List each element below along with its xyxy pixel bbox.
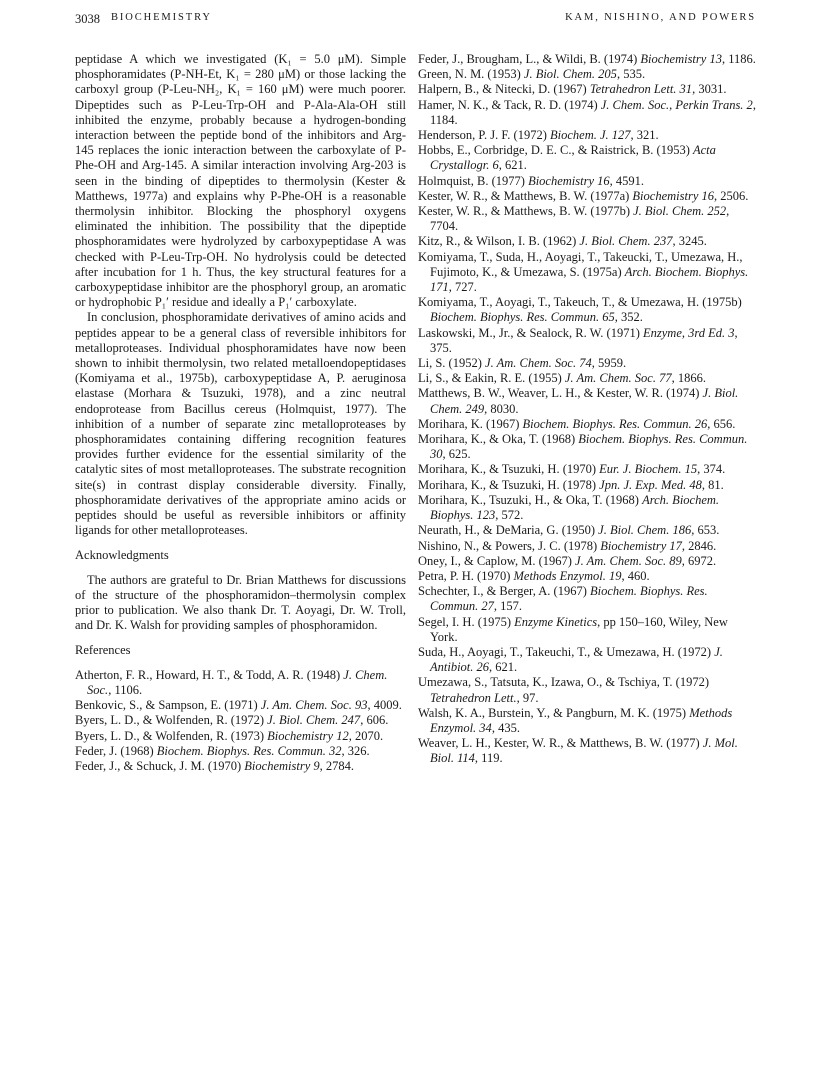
reference-entry xyxy=(418,432,756,462)
reference-volume-pages: , 4009. xyxy=(367,698,402,713)
reference-journal: J. Chem. Soc. xyxy=(87,667,388,697)
reference-entry xyxy=(418,615,756,645)
reference-entry xyxy=(75,668,406,698)
reference-entry xyxy=(418,493,756,523)
references-heading: References xyxy=(75,642,131,657)
reference-journal: J. Biol. Chem. 252 xyxy=(633,204,727,219)
reference-entry xyxy=(418,128,756,143)
reference-entry xyxy=(418,539,756,554)
reference-volume-pages: , 625. xyxy=(442,447,471,462)
reference-authors: Umezawa, S., Tatsuta, K., Izawa, O., & Tschiya, T. (1972) xyxy=(418,675,710,690)
reference-journal: Biochemistry 9 xyxy=(244,758,320,773)
reference-journal: Biochem. Biophys. Res. Commun. 30 xyxy=(430,432,748,462)
reference-journal: Jpn. J. Exp. Med. 48 xyxy=(599,477,702,492)
reference-entry xyxy=(418,584,756,614)
reference-authors: Benkovic, S., & Sampson, E. (1971) xyxy=(75,698,261,713)
references-list-right xyxy=(418,52,756,767)
reference-entry xyxy=(418,250,756,296)
reference-authors: Morihara, K., & Tsuzuki, H. (1978) xyxy=(418,477,600,492)
reference-entry xyxy=(418,478,756,493)
reference-volume-pages: , 3031. xyxy=(692,82,727,97)
reference-journal: Tetrahedron Lett. 31 xyxy=(589,82,693,97)
reference-authors: Walsh, K. A., Burstein, Y., & Pangburn, M. K. (1975) xyxy=(418,705,690,720)
reference-authors: Byers, L. D., & Wolfenden, R. (1972) xyxy=(75,713,268,728)
reference-entry xyxy=(75,759,406,774)
reference-entry xyxy=(418,326,756,356)
reference-authors: Oney, I., & Caplow, M. (1967) xyxy=(418,553,576,568)
reference-authors: Komiyama, T., Aoyagi, T., Takeuch, T., & Umezawa, H. (1975b) xyxy=(418,295,742,310)
reference-authors: Feder, J. (1968) xyxy=(75,743,157,758)
reference-journal: Biochemistry 17 xyxy=(600,538,682,553)
reference-authors: Halpern, B., & Nitecki, D. (1967) xyxy=(418,82,590,97)
reference-journal: Enzyme Kinetics xyxy=(514,614,598,629)
reference-journal: Acta Crystallogr. 6 xyxy=(430,143,716,173)
reference-entry xyxy=(418,386,756,416)
reference-volume-pages: , 535. xyxy=(616,67,646,82)
reference-journal: Methods Enzymol. 34 xyxy=(430,705,733,735)
reference-volume-pages: , 352. xyxy=(614,310,643,325)
reference-volume-pages: , 653. xyxy=(691,523,720,538)
reference-entry xyxy=(418,523,756,538)
reference-entry xyxy=(418,706,756,736)
reference-authors: Neurath, H., & DeMaria, G. (1950) xyxy=(418,523,599,538)
reference-authors: Morihara, K., & Tsuzuki, H. (1970) xyxy=(418,462,600,477)
reference-volume-pages: , 656. xyxy=(707,416,736,431)
reference-entry xyxy=(418,52,756,67)
reference-journal: Arch. Biochem. Biophys. 171 xyxy=(430,264,749,295)
reference-entry xyxy=(418,204,756,234)
acknowledgments-heading: Acknowledgments xyxy=(75,547,169,562)
reference-journal: Eur. J. Biochem. 15 xyxy=(599,462,698,477)
reference-entry xyxy=(418,569,756,584)
reference-authors: Atherton, F. R., Howard, H. T., & Todd, A. R. (1948) xyxy=(75,667,344,682)
reference-entry xyxy=(418,98,756,128)
reference-authors: Laskowski, M., Jr., & Sealock, R. W. (1971) xyxy=(418,325,643,340)
reference-volume-pages: , 1866. xyxy=(671,371,706,386)
running-authors: KAM, NISHINO, AND POWERS xyxy=(565,12,756,23)
reference-authors: Petra, P. H. (1970) xyxy=(418,568,514,583)
reference-authors: Morihara, K., & Oka, T. (1968) xyxy=(418,432,579,447)
reference-journal: J. Am. Chem. Soc. 89 xyxy=(575,553,682,568)
body-paragraph: In conclusion, phosphoramidate derivatives of amino acids and peptides appear to be a general class of reversible inhibitors for metalloproteases. Individual phosphoramidates have now been shown to inhibit thermolysin, two related metalloendopeptidases (Komiyama et al., 1975b), carboxypeptidase A, P. aeruginosa elastase (Morhara & Tsuzuki, 1978), and a zinc neutral endoprotease from Bacillus cereus (Holmquist, 1977). The inhibition of a number of separate zinc metalloproteases by phosphoramidates containing differing recognition features provides further evidence for the essential similarity of the catalytic sites of most metalloproteases. The substrate recognition site(s) in contrast display considerable diversity. Finally, phosphoramidate derivatives of the appropriate amino acids or peptides should be useful as reversible inhibitors or affinity ligands for other metalloproteases. xyxy=(75,310,406,538)
reference-authors: Komiyama, T., Suda, H., Aoyagi, T., Takeucki, T., Umezawa, H., Fujimoto, K., & Umezawa, S. (1975a) xyxy=(418,249,743,279)
reference-authors: Kester, W. R., & Matthews, B. W. (1977b) xyxy=(418,204,634,219)
reference-entry xyxy=(418,554,756,569)
reference-entry xyxy=(418,143,756,173)
reference-authors: Matthews, B. W., Weaver, L. H., & Kester, W. R. (1974) xyxy=(418,386,703,401)
reference-volume-pages: , 2070. xyxy=(348,728,384,743)
reference-entry xyxy=(418,736,756,766)
reference-authors: Suda, H., Aoyagi, T., Takeuchi, T., & Umezawa, H. (1972) xyxy=(418,644,715,659)
reference-volume-pages: , 435. xyxy=(491,720,520,735)
reference-volume-pages: , 621. xyxy=(498,158,527,173)
reference-journal: J. Am. Chem. Soc. 77 xyxy=(564,371,672,386)
reference-entry xyxy=(418,67,756,82)
reference-volume-pages: , 8030. xyxy=(484,401,519,416)
reference-volume-pages: , 2506. xyxy=(714,188,749,203)
reference-entry xyxy=(418,189,756,204)
reference-authors: Morihara, K. (1967) xyxy=(418,416,523,431)
reference-authors: Li, S., & Eakin, R. E. (1955) xyxy=(418,371,565,386)
reference-journal: Arch. Biochem. Biophys. 123 xyxy=(430,492,720,523)
reference-authors: Schechter, I., & Berger, A. (1967) xyxy=(418,584,590,599)
reference-volume-pages: , 2846. xyxy=(681,538,717,553)
reference-volume-pages: , 326. xyxy=(341,743,370,758)
reference-volume-pages: , 460. xyxy=(621,568,650,583)
reference-journal: J. Am. Chem. Soc. 74 xyxy=(485,356,592,371)
reference-entry xyxy=(418,356,756,371)
reference-volume-pages: , 119. xyxy=(474,751,503,766)
reference-entry xyxy=(418,417,756,432)
reference-journal: J. Biol. Chem. 237 xyxy=(579,234,673,249)
reference-volume-pages: , 157. xyxy=(493,599,523,614)
reference-entry xyxy=(75,698,406,713)
reference-volume-pages: , 97. xyxy=(516,690,539,705)
reference-authors: Feder, J., Brougham, L., & Wildi, B. (1974) xyxy=(418,52,641,66)
reference-journal: J. Mol. Biol. 114 xyxy=(430,736,738,766)
left-column xyxy=(75,52,406,774)
reference-volume-pages: , 5959. xyxy=(591,356,627,371)
reference-journal: J. Antibiot. 26 xyxy=(430,644,723,675)
reference-volume-pages: , 4591. xyxy=(609,173,645,188)
reference-entry xyxy=(418,462,756,477)
reference-volume-pages: , 2784. xyxy=(319,758,354,773)
reference-journal: Biochemistry 16 xyxy=(528,173,610,188)
reference-volume-pages: , 1186. xyxy=(721,52,756,66)
reference-entry xyxy=(418,645,756,675)
reference-volume-pages: , 572. xyxy=(495,508,524,523)
reference-journal: Biochemistry 12 xyxy=(267,728,349,743)
reference-volume-pages: , 1184. xyxy=(430,97,756,127)
reference-authors: Holmquist, B. (1977) xyxy=(418,173,529,188)
reference-volume-pages: , 606. xyxy=(360,713,389,728)
reference-authors: Morihara, K., Tsuzuki, H., & Oka, T. (1968) xyxy=(418,492,643,507)
reference-journal: Biochem. Biophys. Res. Commun. 65 xyxy=(430,310,615,325)
reference-entry xyxy=(418,234,756,249)
reference-journal: Biochem. J. 127 xyxy=(549,128,631,143)
page-header xyxy=(75,12,756,32)
reference-journal: Biochemistry 16 xyxy=(632,188,715,203)
reference-journal: Enzyme, 3rd Ed. 3 xyxy=(643,325,735,340)
reference-volume-pages: , 6972. xyxy=(681,553,717,568)
reference-authors: Feder, J., & Schuck, J. M. (1970) xyxy=(75,758,245,773)
reference-authors: Henderson, P. J. F. (1972) xyxy=(418,128,550,143)
reference-journal: J. Am. Chem. Soc. 93 xyxy=(260,698,368,713)
reference-authors: Li, S. (1952) xyxy=(418,356,486,371)
reference-entry xyxy=(418,82,756,97)
reference-entry xyxy=(418,371,756,386)
page-number: 3038 xyxy=(75,12,100,26)
reference-journal: J. Chem. Soc., Perkin Trans. 2 xyxy=(600,97,753,112)
reference-authors: Hobbs, E., Corbridge, D. E. C., & Raistrick, B. (1953) xyxy=(418,143,693,158)
reference-entry xyxy=(75,713,406,728)
reference-entry xyxy=(75,729,406,744)
reference-volume-pages: , 1106. xyxy=(108,682,143,697)
reference-authors: Weaver, L. H., Kester, W. R., & Matthews, B. W. (1977) xyxy=(418,736,703,751)
reference-journal: Methods Enzymol. 19 xyxy=(513,568,622,583)
references-list-left xyxy=(75,668,406,774)
reference-journal: Biochem. Biophys. Res. Commun. 26 xyxy=(522,416,708,431)
reference-authors: Green, N. M. (1953) xyxy=(418,67,524,82)
body-paragraph: peptidase A which we investigated (K₁ = 5.0 μM). Simple phosphoramidates (P-NH-Et, K₁ = 280 μM) or those lacking the carboxyl group (P-Leu-NH₂, K₁ = 160 μM) were much poorer. Dipeptides such as P-Leu-Trp-OH and P-Ala-Ala-OH still inhibited the enzyme, probably because a hydrogen-bonding interaction between the peptide bond of the inhibitors and Arg-145 replaces the ionic interaction between the carboxylate of P-Phe-OH and Arg-145. A similar interaction involving Arg-203 is seen in the binding of dipeptides to thermolysin (Kester & Matthews, 1977a) and explains why P-Phe-OH is a reasonable thermolysin inhibitor. Blocking the phosphoryl oxygens eliminated the inhibition. The possibility that the dipeptide phosphoramidates were hydrolyzed by carboxypeptidase A was checked with P-Leu-Trp-OH. No hydrolysis could be detected after incubation for 1 h. Thus, the key structural features for a carboxypeptidase inhibitor are the phosphoryl group, an aromatic or hydrophobic P₁′ residue and ideally a P₁′ carboxylate. xyxy=(75,52,406,310)
reference-entry xyxy=(75,744,406,759)
acknowledgments-text: The authors are grateful to Dr. Brian Matthews for discussions of the structure of the phosphoramidon–thermolysin complex prior to publication. We also thank Dr. T. Aoyagi, Dr. W. Troll, and Dr. K. Walsh for providing samples of phosphoramidon. xyxy=(75,572,406,633)
reference-volume-pages: , pp 150–160, Wiley, New York. xyxy=(430,614,728,644)
reference-authors: Hamer, N. K., & Tack, R. D. (1974) xyxy=(418,97,601,112)
reference-authors: Kester, W. R., & Matthews, B. W. (1977a) xyxy=(418,188,633,203)
journal-name: BIOCHEMISTRY xyxy=(111,12,212,23)
reference-volume-pages: , 321. xyxy=(630,128,659,143)
reference-authors: Byers, L. D., & Wolfenden, R. (1973) xyxy=(75,728,268,743)
reference-volume-pages: , 3245. xyxy=(672,234,707,249)
reference-journal: J. Biol. Chem. 247 xyxy=(267,713,361,728)
reference-entry xyxy=(418,675,756,705)
reference-volume-pages: , 7704. xyxy=(430,204,730,234)
reference-authors: Kitz, R., & Wilson, I. B. (1962) xyxy=(418,234,580,249)
reference-volume-pages: , 727. xyxy=(448,280,477,295)
reference-journal: Biochem. Biophys. Res. Commun. 32 xyxy=(156,743,342,758)
right-column xyxy=(418,52,756,767)
reference-volume-pages: , 81. xyxy=(701,477,724,492)
reference-authors: Nishino, N., & Powers, J. C. (1978) xyxy=(418,538,601,553)
reference-entry xyxy=(418,174,756,189)
reference-journal: J. Biol. Chem. 186 xyxy=(598,523,692,538)
reference-volume-pages: , 375. xyxy=(430,325,738,355)
reference-entry xyxy=(418,295,756,325)
reference-journal: Biochemistry 13 xyxy=(640,52,722,66)
reference-journal: Biochem. Biophys. Res. Commun. 27 xyxy=(430,584,708,614)
reference-journal: J. Biol. Chem. 249 xyxy=(430,386,739,416)
reference-journal: Tetrahedron Lett. xyxy=(430,690,517,705)
reference-journal: J. Biol. Chem. 205 xyxy=(523,67,617,82)
reference-volume-pages: , 621. xyxy=(489,660,518,675)
reference-volume-pages: , 374. xyxy=(697,462,726,477)
reference-authors: Segel, I. H. (1975) xyxy=(418,614,515,629)
